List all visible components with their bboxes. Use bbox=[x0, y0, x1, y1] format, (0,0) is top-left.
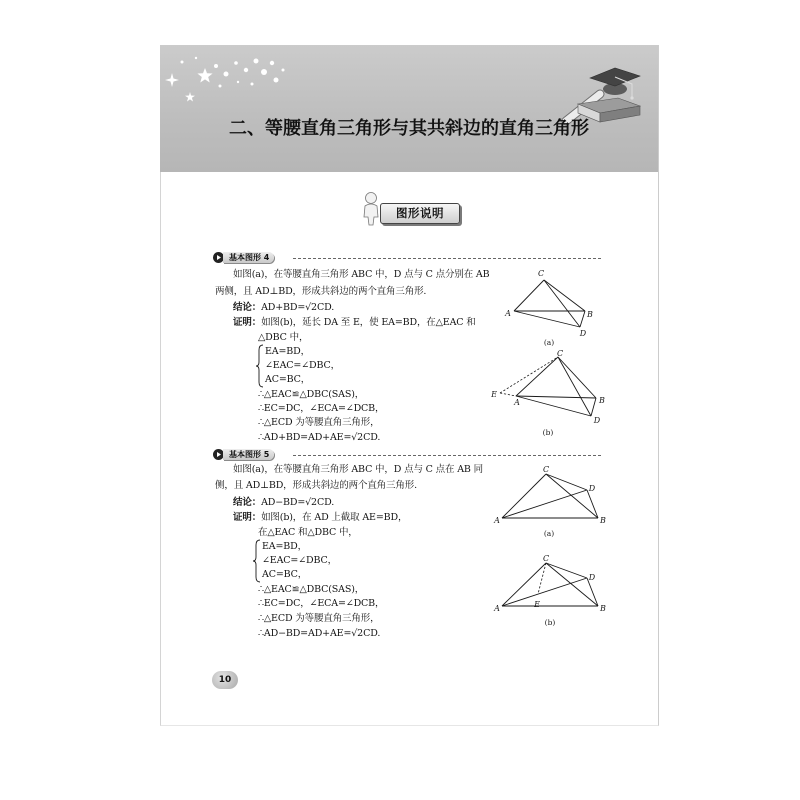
segment-cd bbox=[558, 357, 591, 416]
point-label-a: A bbox=[514, 398, 520, 407]
point-label-a: A bbox=[505, 309, 511, 318]
figure-label-text: 基本图形 5 bbox=[223, 449, 274, 460]
intro-line: 如图(a)，在等腰直角三角形 ABC 中，D 点与 C 点分别在 AB bbox=[233, 269, 490, 280]
proof-step: ∴△EAC≌△DBC(SAS)， bbox=[258, 389, 365, 400]
conclusion-label: 结论： bbox=[233, 302, 262, 313]
point-label-d: D bbox=[588, 484, 596, 493]
segment-ad bbox=[502, 578, 587, 606]
proof-text: 如图(b)，在 AD 上截取 AE=BD， bbox=[261, 512, 408, 523]
diagram-caption: (a) bbox=[543, 338, 555, 347]
proof-line: △DBC 中， bbox=[258, 332, 309, 343]
segment-ac bbox=[516, 357, 558, 396]
figure4-diagram-a bbox=[504, 269, 593, 347]
point-label-b: B bbox=[600, 604, 606, 613]
point-label-b: B bbox=[599, 396, 605, 405]
point-label-d: D bbox=[593, 416, 601, 425]
point-label-c: C bbox=[542, 554, 550, 563]
figure5-diagram-a bbox=[493, 465, 606, 538]
diagram-caption: (a) bbox=[543, 529, 555, 538]
figure-label-text: 基本图形 4 bbox=[223, 252, 274, 263]
system-brace bbox=[256, 345, 263, 387]
point-label-c: C bbox=[556, 349, 564, 358]
point-label-d: D bbox=[588, 573, 596, 582]
conclusion-text: AD−BD=√2CD. bbox=[261, 497, 335, 508]
system-line: EA=BD， bbox=[265, 346, 310, 357]
system-line: ∠EAC=∠DBC， bbox=[265, 360, 340, 371]
proof-line: 在△EAC 和△DBC 中， bbox=[258, 527, 358, 538]
proof-step: ∴EC=DC，∠ECA=∠DCB， bbox=[258, 403, 385, 414]
segment-ea-dashed bbox=[500, 393, 516, 396]
point-label-e: E bbox=[491, 390, 497, 399]
segment-ac bbox=[514, 280, 544, 311]
point-label-a: A bbox=[494, 604, 500, 613]
segment-ac bbox=[502, 474, 546, 518]
intro-line: 两侧，且 AD⊥BD，形成共斜边的两个直角三角形. bbox=[215, 286, 427, 297]
conclusion-text: AD+BD=√2CD. bbox=[261, 302, 335, 313]
point-label-b: B bbox=[600, 516, 606, 525]
proof-label: 证明： bbox=[233, 512, 262, 523]
proof-text: 如图(b)，延长 DA 至 E，使 EA=BD，在△EAC 和 bbox=[261, 317, 476, 328]
figure5-diagram-b bbox=[493, 554, 606, 627]
segment-cb bbox=[546, 474, 598, 518]
segment-ce-dashed bbox=[538, 563, 546, 594]
proof-step: ∴AD−BD=AD+AE=√2CD. bbox=[258, 628, 381, 639]
segment-ad bbox=[516, 396, 591, 416]
proof-step: ∴AD+BD=AD+AE=√2CD. bbox=[258, 432, 381, 443]
point-label-c: C bbox=[537, 269, 545, 278]
segment-bd bbox=[580, 311, 585, 327]
segment-cd bbox=[546, 563, 587, 578]
intro-line: 如图(a)，在等腰直角三角形 ABC 中，D 点与 C 点在 AB 同 bbox=[233, 464, 483, 475]
system-line: AC=BC， bbox=[262, 569, 308, 580]
segment-cb bbox=[546, 563, 598, 606]
figure4-diagram-b bbox=[490, 349, 605, 437]
proof-step: ∴△EAC≌△DBC(SAS)， bbox=[258, 584, 365, 595]
page-number: 10 bbox=[212, 671, 238, 689]
segment-bd bbox=[591, 398, 596, 416]
segment-ad bbox=[502, 490, 587, 518]
diagram-caption: (b) bbox=[544, 618, 556, 627]
system-line: ∠EAC=∠DBC， bbox=[262, 555, 337, 566]
point-label-e: E bbox=[534, 600, 540, 609]
point-label-b: B bbox=[587, 310, 593, 319]
page-title: 二、等腰直角三角形与其共斜边的直角三角形 bbox=[229, 118, 589, 139]
system-brace bbox=[253, 540, 260, 582]
intro-line: 侧，且 AD⊥BD，形成共斜边的两个直角三角形. bbox=[215, 480, 417, 491]
conclusion-label: 结论： bbox=[233, 497, 262, 508]
proof-step: ∴△ECD 为等腰直角三角形， bbox=[258, 417, 380, 428]
point-label-a: A bbox=[494, 516, 500, 525]
segment-ab bbox=[516, 396, 596, 398]
diagram-caption: (b) bbox=[542, 428, 554, 437]
point-label-c: C bbox=[542, 465, 550, 474]
segment-cd bbox=[546, 474, 587, 490]
point-label-d: D bbox=[579, 329, 587, 338]
segment-ec-dashed bbox=[500, 357, 558, 393]
system-line: AC=BC， bbox=[265, 374, 311, 385]
proof-label: 证明： bbox=[233, 317, 262, 328]
proof-step: ∴△ECD 为等腰直角三角形， bbox=[258, 613, 380, 624]
system-line: EA=BD， bbox=[262, 541, 307, 552]
proof-step: ∴EC=DC，∠ECA=∠DCB， bbox=[258, 598, 385, 609]
section-badge-label: 图形说明 bbox=[380, 203, 460, 224]
